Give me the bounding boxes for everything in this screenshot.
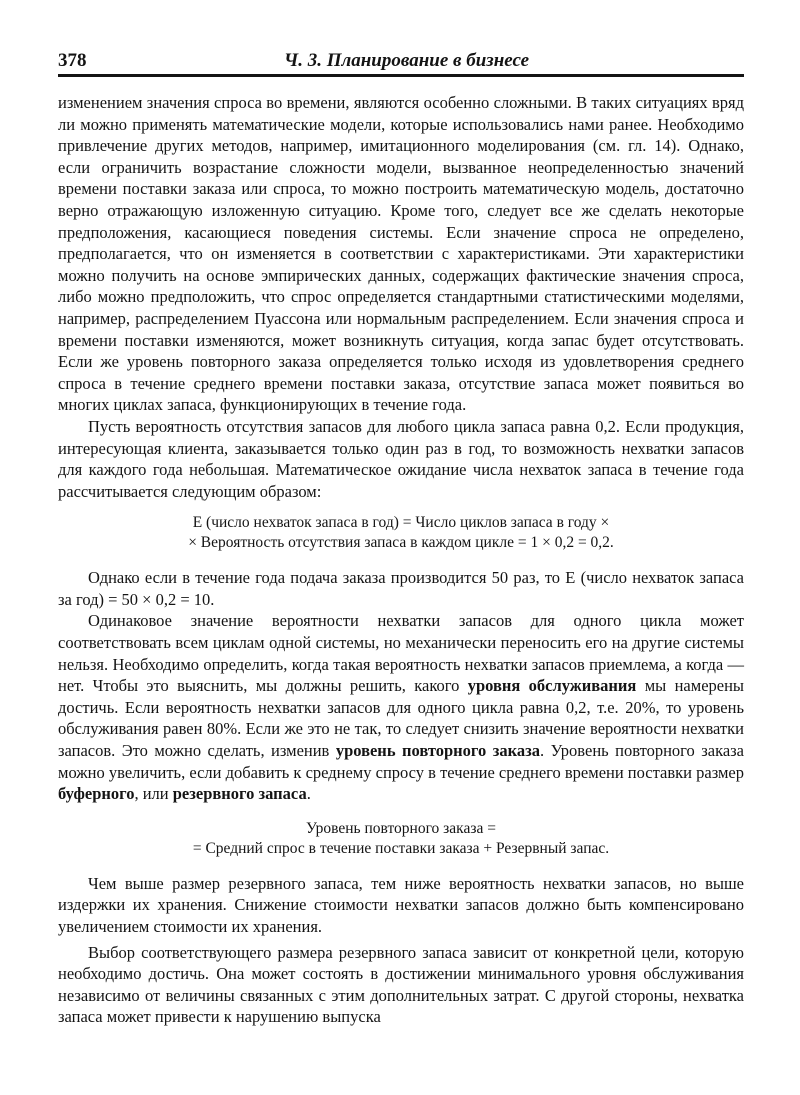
formula-line: E (число нехваток запаса в год) = Число циклов запаса в году × — [192, 514, 610, 532]
formula-reorder-level — [58, 819, 744, 859]
formula-line: Уровень повторного заказа = — [306, 819, 496, 837]
term-buffer: буферного — [58, 784, 135, 804]
formula-line: × Вероятность отсутствия запаса в каждом цикле = 1 × 0,2 = 0,2. — [188, 534, 614, 552]
term-safety-stock: резервного запаса — [172, 784, 307, 804]
page-number: 378 — [58, 50, 87, 71]
term-service-level: уровня обслуживания — [467, 676, 637, 696]
paragraph-probability: Пусть вероятность отсутствия запасов для любого цикла запаса равна 0,2. Если продукция, интересующая клиента, заказывается только один раз в год, то возможность нехватки запасов для каждого года небольшая. Математическое ожидание числа нехваток запаса в течение года рассчитывается следующим образом: — [58, 416, 744, 501]
paragraph-service-level: Одинаковое значение вероятности нехватки запасов для одного цикла может соответствовать всем циклам одной системы, но механически переносить его на другие системы нельзя. Необходимо определить, когда такая вероятность нехватки запасов приемлема, а когда — нет. Чтобы это выяснить, мы должны решить, какого уровня обслуживания мы намерены достичь. Если вероятность нехватки запасов для одного цикла равна 0,2, т.е. 20%, то уровень обслуживания равен 80%. Если же это не так, то следует снизить значение вероятности нехватки запасов. Это можно сделать, изменив уровень повторного заказа. Уровень повторного заказа можно увеличить, если добавить к среднему спросу в течение среднего времени поставки размер буферного, или резервного запаса. — [58, 611, 745, 804]
page-header — [58, 50, 744, 77]
formula-line: = Средний спрос в течение поставки заказа + Резервный запас. — [192, 839, 610, 857]
paragraph-safety-stock-choice: Выбор соответствующего размера резервного запаса зависит от конкретной цели, которую необходимо достичь. Она может состоять в достижении минимального уровня обслуживания независимо от величины связанных с этим дополнительных затрат. С другой стороны, нехватка запаса может привести к нарушению выпуска — [58, 942, 744, 1027]
formula-expected-shortages — [58, 513, 744, 553]
term-reorder-level: уровень повторного заказа — [335, 741, 540, 761]
paragraph-fifty-orders: Однако если в течение года подача заказа производится 50 раз, то E (число нехваток запаса за год) = 50 × 0,2 = 10. — [58, 568, 744, 609]
paragraph-continuation: изменением значения спроса во времени, являются особенно сложными. В таких ситуациях вряд ли можно применять математические модели, которые использовались нами ранее. Необходимо привлечение других методов, например, имитационного моделирования (см. гл. 14). Однако, если ограничить возрастание сложности модели, вызванное неопределенностью значений времени поставки заказа или спроса, то можно построить математическую модель, достаточно верно отражающую изложенную ситуацию. Кроме того, следует все же сделать некоторые предположения, касающиеся поведения системы. Если значение спроса не определено, предполагается, что он изменяется в соответствии с характеристиками. Эти характеристики можно получить на основе эмпирических данных, содержащих фактические значения спроса, либо можно предположить, что спрос определяется стандартными статистическими моделями, например, распределением Пуассона или нормальным распределением. Если значения спроса и времени поставки изменяются, может возникнуть ситуация, когда запас будет отсутствовать. Если же уровень повторного заказа определяется только исходя из удовлетворения среднего спроса в течение среднего времени поставки заказа, отсутствие запаса может появиться во многих циклах запаса, функционирующих в течение года. — [58, 93, 744, 415]
page-body — [58, 92, 744, 1028]
running-title: Ч. 3. Планирование в бизнесе — [284, 50, 530, 71]
paragraph-safety-stock-cost: Чем выше размер резервного запаса, тем ниже вероятность нехватки запасов, но выше издержки их хранения. Снижение стоимости нехватки запасов должно быть компенсировано увеличением стоимости их хранения. — [58, 873, 744, 936]
